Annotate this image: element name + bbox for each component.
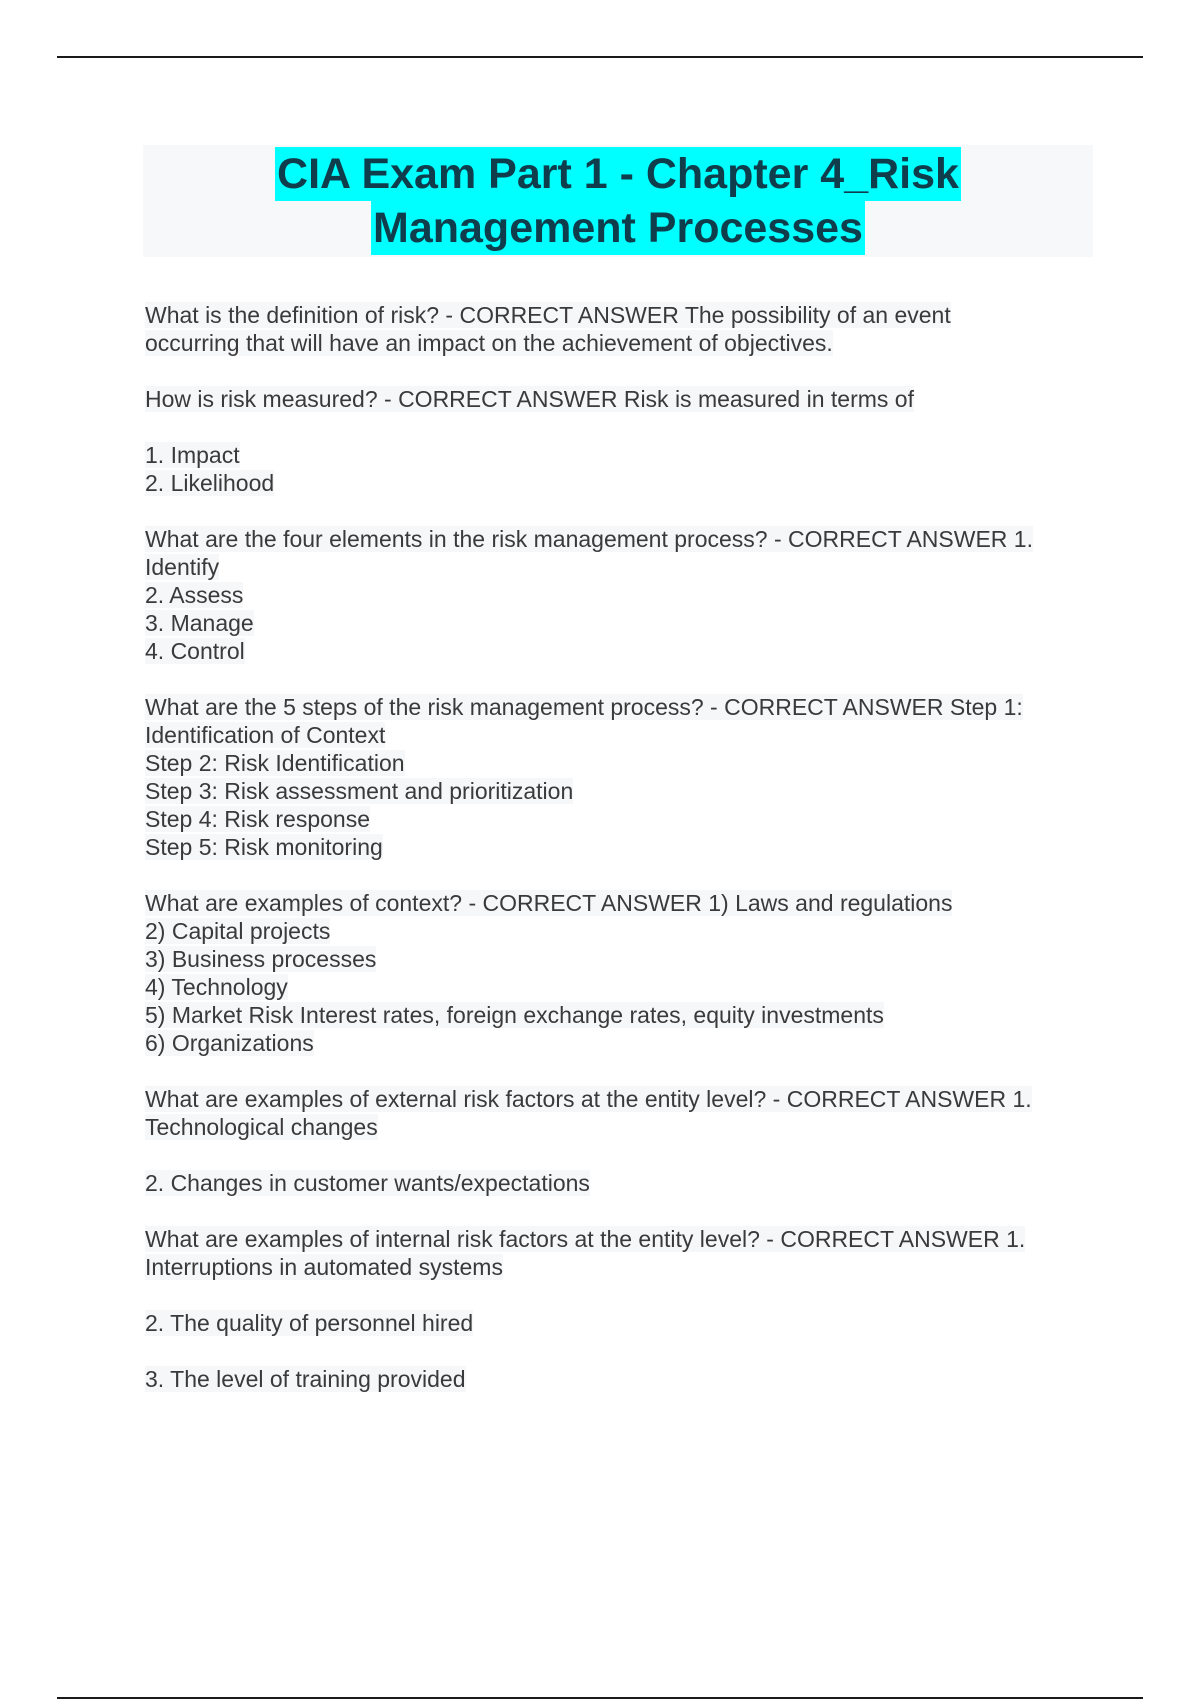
text-line-content: 3. The level of training provided xyxy=(145,1366,466,1392)
qa-block xyxy=(145,441,1090,497)
text-line xyxy=(145,1225,1090,1253)
text-line-content: What are examples of context? - CORRECT ANSWER 1) Laws and regulations xyxy=(145,890,953,916)
text-line xyxy=(145,973,1090,1001)
text-line xyxy=(145,749,1090,777)
page-title xyxy=(143,145,1093,257)
text-line-content: Technological changes xyxy=(145,1114,378,1140)
text-line-content: 5) Market Risk Interest rates, foreign exchange rates, equity investments xyxy=(145,1002,884,1028)
text-line-content: What is the definition of risk? - CORRECT ANSWER The possibility of an event xyxy=(145,302,951,328)
text-line-content: Identify xyxy=(145,554,220,580)
text-line-content: 3. Manage xyxy=(145,610,254,636)
qa-block xyxy=(145,1309,1090,1337)
title-line-1: CIA Exam Part 1 - Chapter 4_Risk xyxy=(275,147,961,201)
qa-block xyxy=(145,301,1090,357)
text-line xyxy=(145,385,1090,413)
text-line xyxy=(145,693,1090,721)
text-line xyxy=(145,581,1090,609)
text-line-content: Step 4: Risk response xyxy=(145,806,371,832)
text-line xyxy=(145,1085,1090,1113)
text-line-content: occurring that will have an impact on the achievement of objectives. xyxy=(145,330,833,356)
qa-block xyxy=(145,1169,1090,1197)
title-line-2: Management Processes xyxy=(371,201,865,255)
text-line-content: What are examples of internal risk factors at the entity level? - CORRECT ANSWER 1. xyxy=(145,1226,1026,1252)
text-line-content: 2. The quality of personnel hired xyxy=(145,1310,474,1336)
qa-block xyxy=(145,1085,1090,1141)
text-line xyxy=(145,721,1090,749)
text-line xyxy=(145,441,1090,469)
text-line xyxy=(145,945,1090,973)
text-line xyxy=(145,553,1090,581)
text-line xyxy=(145,1169,1090,1197)
text-line xyxy=(145,777,1090,805)
qa-content xyxy=(145,301,1090,1421)
text-line-content: Step 2: Risk Identification xyxy=(145,750,405,776)
qa-block xyxy=(145,525,1090,665)
text-line-content: Identification of Context xyxy=(145,722,386,748)
text-line-content: 6) Organizations xyxy=(145,1030,314,1056)
text-line xyxy=(145,805,1090,833)
qa-block xyxy=(145,1365,1090,1393)
qa-block xyxy=(145,693,1090,861)
text-line-content: What are the 5 steps of the risk management process? - CORRECT ANSWER Step 1: xyxy=(145,694,1023,720)
text-line-content: What are examples of external risk factors at the entity level? - CORRECT ANSWER 1. xyxy=(145,1086,1032,1112)
text-line-content: Step 5: Risk monitoring xyxy=(145,834,383,860)
text-line xyxy=(145,1309,1090,1337)
text-line xyxy=(145,525,1090,553)
text-line xyxy=(145,469,1090,497)
bottom-rule xyxy=(57,1697,1143,1699)
text-line xyxy=(145,637,1090,665)
text-line xyxy=(145,1365,1090,1393)
text-line-content: 2. Assess xyxy=(145,582,244,608)
text-line-content: 4. Control xyxy=(145,638,245,664)
text-line-content: Interruptions in automated systems xyxy=(145,1254,503,1280)
text-line-content: 1. Impact xyxy=(145,442,240,468)
qa-block xyxy=(145,385,1090,413)
text-line xyxy=(145,833,1090,861)
text-line xyxy=(145,1253,1090,1281)
text-line-content: 2. Changes in customer wants/expectations xyxy=(145,1170,590,1196)
qa-block xyxy=(145,1225,1090,1281)
text-line-content: What are the four elements in the risk management process? - CORRECT ANSWER 1. xyxy=(145,526,1033,552)
text-line xyxy=(145,301,1090,329)
text-line xyxy=(145,1029,1090,1057)
qa-block xyxy=(145,889,1090,1057)
text-line-content: 3) Business processes xyxy=(145,946,377,972)
text-line xyxy=(145,609,1090,637)
text-line xyxy=(145,889,1090,917)
text-line xyxy=(145,1001,1090,1029)
top-rule xyxy=(57,56,1143,58)
text-line xyxy=(145,329,1090,357)
text-line xyxy=(145,1113,1090,1141)
text-line-content: 4) Technology xyxy=(145,974,288,1000)
text-line-content: 2. Likelihood xyxy=(145,470,275,496)
text-line-content: Step 3: Risk assessment and prioritization xyxy=(145,778,574,804)
text-line xyxy=(145,917,1090,945)
text-line-content: 2) Capital projects xyxy=(145,918,331,944)
text-line-content: How is risk measured? - CORRECT ANSWER Risk is measured in terms of xyxy=(145,386,914,412)
